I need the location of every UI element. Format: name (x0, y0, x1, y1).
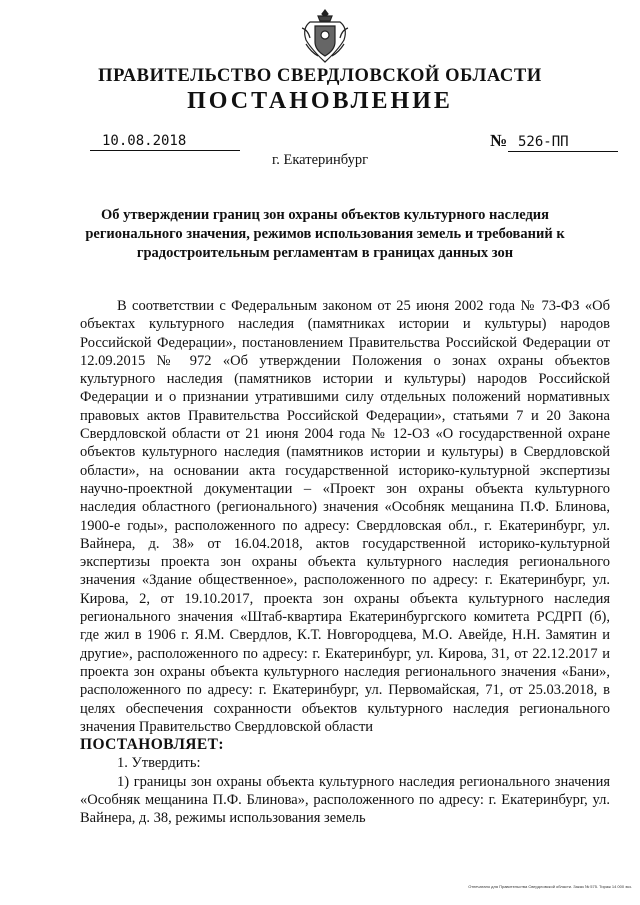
number-sign: № (490, 131, 508, 150)
document-number: 526-ПП (508, 133, 618, 152)
item-1: 1. Утвердить: (117, 755, 201, 772)
item-1-1: 1) границы зон охраны объекта культурного наследия регионального значения «Особняк мещанина П.Ф. Блинова», расположенного по адресу: г. Екатеринбург, ул. Вайнера, д. 38, режимы использования земель (80, 773, 610, 827)
print-note: Отпечатано для Правительства Свердловской области. Заказ № 575. Тираж 14 000 экз. (468, 884, 632, 889)
resolves-heading: ПОСТАНОВЛЯЕТ: (80, 736, 224, 754)
document-body (80, 297, 610, 828)
intro-paragraph: В соответствии с Федеральным законом от 25 июня 2002 года № 73-ФЗ «Об объектах культурного наследия (памятниках истории и культуры) народов Российской Федерации», постановлением Правительства Российской Федерации от 12.09.2015 № 972 «Об утверждении Положения о зонах охраны объектов культурного наследия (памятников истории и культуры) народов Российской Федерации и о признании утратившими силу отдельных положений нормативных правовых актов Правительства Российской Федерации», статьями 7 и 20 Закона Свердловской области от 21 июня 2004 года № 12-ОЗ «О государственной охране объектов культурного наследия (памятников истории и культуры) в Свердловской области», на основании акта государственной историко-культурной экспертизы научно-проектной документации – «Проект зон охраны объекта культурного наследия областного (регионального) значения «Особняк мещанина П.Ф. Блинова, 1900-е годы», расположенного по адресу: Свердловская обл., г. Екатеринбург, ул. Вайнера, д. 38» от 16.04.2018, актов государственной историко-культурной экспертизы проекта зон охраны объекта культурного наследия регионального значения «Здание общественное», расположенного по адресу: г. Екатеринбург, ул. Кирова, 2, от 19.10.2017, проекта зон охраны объекта культурного наследия регионального значения «Штаб-квартира Екатеринбургского комитета РСДРП (б), где жил в 1906 г. Я.М. Свердлов, К.Т. Новгородцева, М.О. Авейде, Н.Н. Замятин и другие», расположенного по адресу: г. Екатеринбург, ул. Кирова, 31, от 22.12.2017 и проекта зон охраны объекта культурного наследия регионального значения «Бани», расположенного по адресу: г. Екатеринбург, ул. Первомайская, 71, от 25.03.2018, в целях обеспечения сохранности объектов культурного наследия регионального значения Правительство Свердловской области (80, 298, 610, 735)
government-title: ПРАВИТЕЛЬСТВО СВЕРДЛОВСКОЙ ОБЛАСТИ (98, 66, 542, 86)
resolution-title: Об утверждении границ зон охраны объектов культурного наследия регионального значения, режимов использования земель и требований к градостроительным регламентам в границах данных зон (85, 207, 565, 261)
city-name: г. Екатеринбург (271, 152, 369, 168)
document-date: 10.08.2018 (90, 132, 240, 151)
document-type: ПОСТАНОВЛЕНИЕ (187, 88, 453, 114)
coat-of-arms-icon (300, 8, 350, 64)
